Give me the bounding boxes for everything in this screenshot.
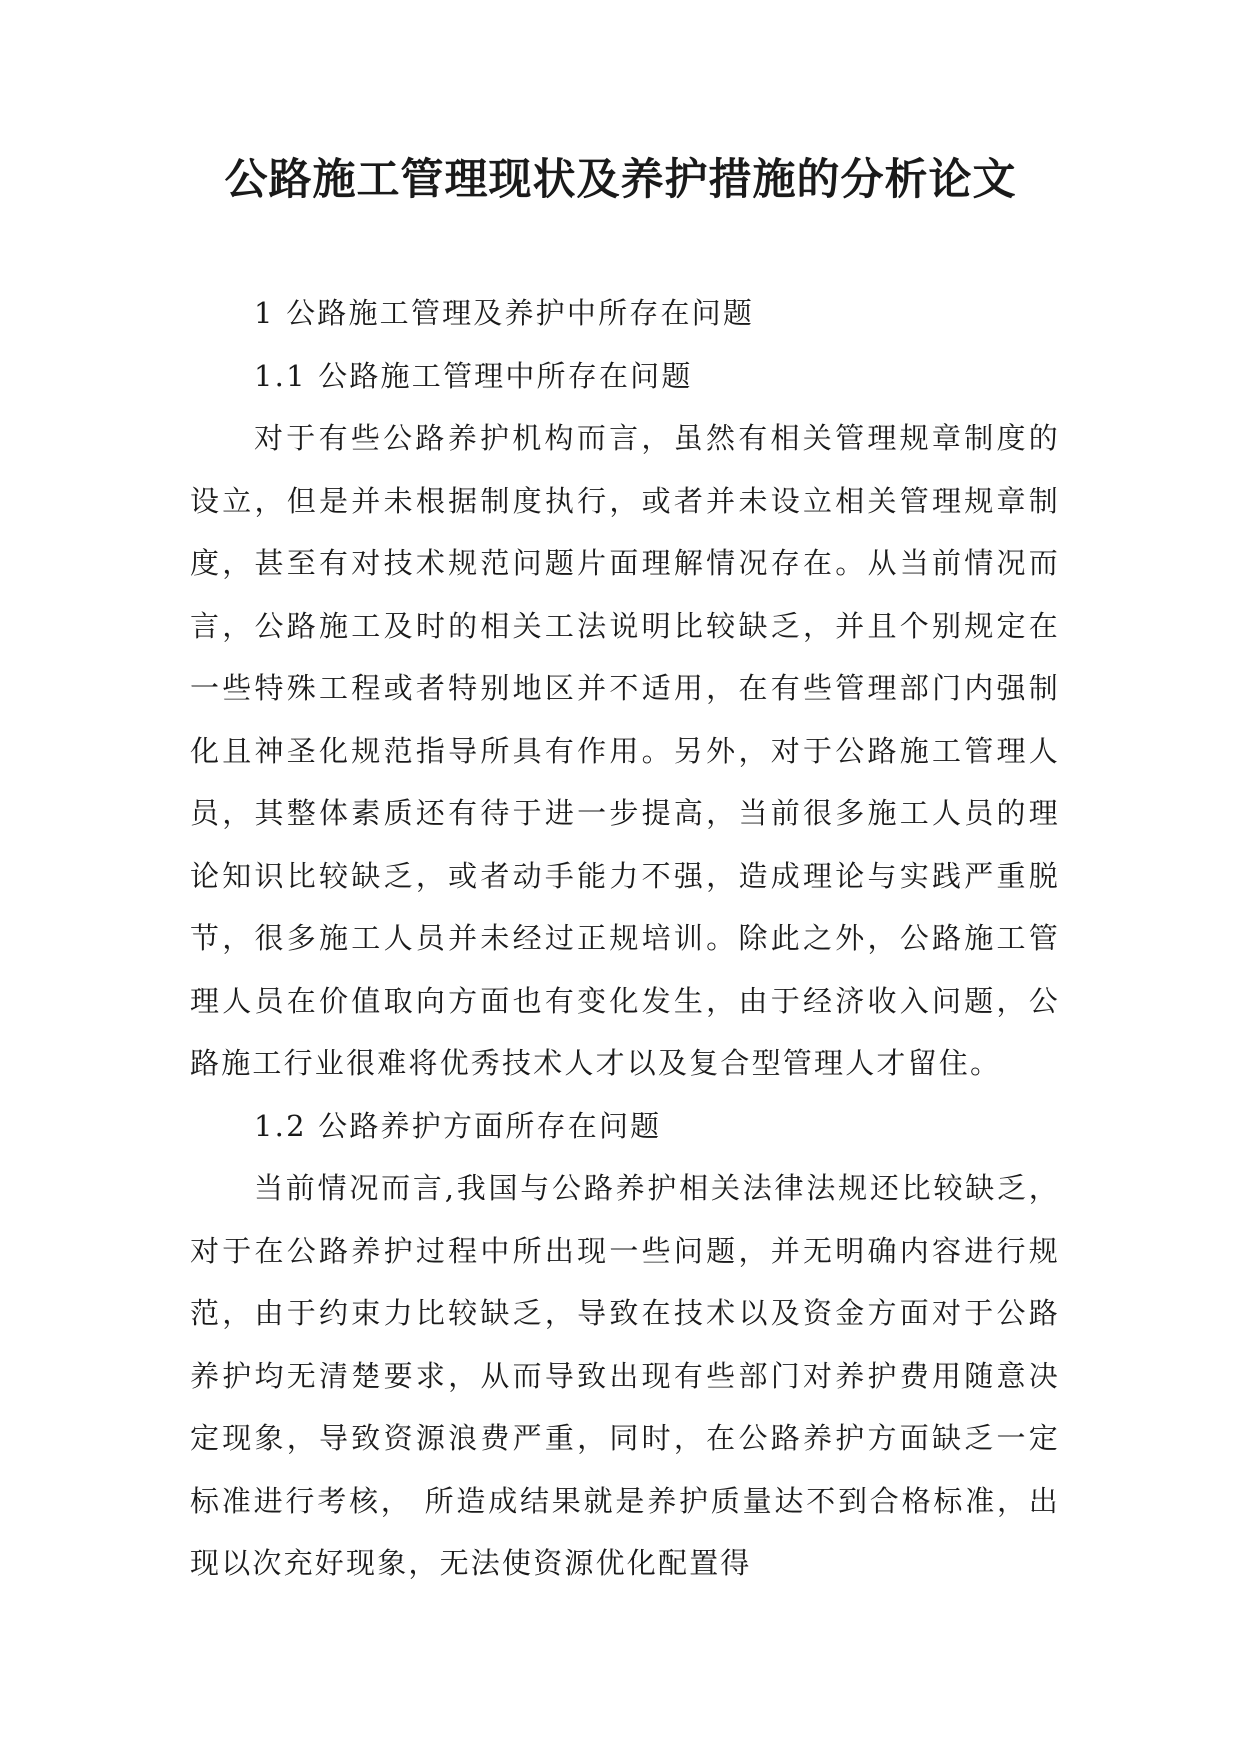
paragraph-2: 当前情况而言,我国与公路养护相关法律法规还比较缺乏，对于在公路养护过程中所出现一些问题，并无明确内容进行规范，由于约束力比较缺乏，导致在技术以及资金方面对于公路养护均无清楚要求，从而导致出现有些部门对养护费用随意决定现象，导致资源浪费严重，同时，在公路养护方面缺乏一定标准进行考核， 所造成结果就是养护质量达不到合格标准，出现以次充好现象，无法使资源优化配置得 [190, 1171, 1060, 1580]
section-heading-1: 1 公路施工管理及养护中所存在问题 [254, 296, 755, 330]
document-title: 公路施工管理现状及养护措施的分析论文 [224, 155, 1017, 205]
section-heading-1-1: 1.1 公路施工管理中所存在问题 [254, 358, 693, 393]
paragraph-1: 对于有些公路养护机构而言，虽然有相关管理规章制度的设立，但是并未根据制度执行，或者并未设立相关管理规章制度，甚至有对技术规范问题片面理解情况存在。从当前情况而言，公路施工及时的相关工法说明比较缺乏，并且个别规定在一些特殊工程或者特别地区并不适用，在有些管理部门内强制化且神圣化规范指导所具有作用。另外，对于公路施工管理人员，其整体素质还有待于进一步提高，当前很多施工人员的理论知识比较缺乏，或者动手能力不强，造成理论与实践严重脱节，很多施工人员并未经过正规培训。除此之外，公路施工管理人员在价值取向方面也有变化发生，由于经济收入问题，公路施工行业很难将优秀技术人才以及复合型管理人才留住。 [190, 421, 1060, 1080]
document-body [190, 282, 1060, 1595]
section-heading-1-2: 1.2 公路养护方面所存在问题 [254, 1108, 662, 1143]
